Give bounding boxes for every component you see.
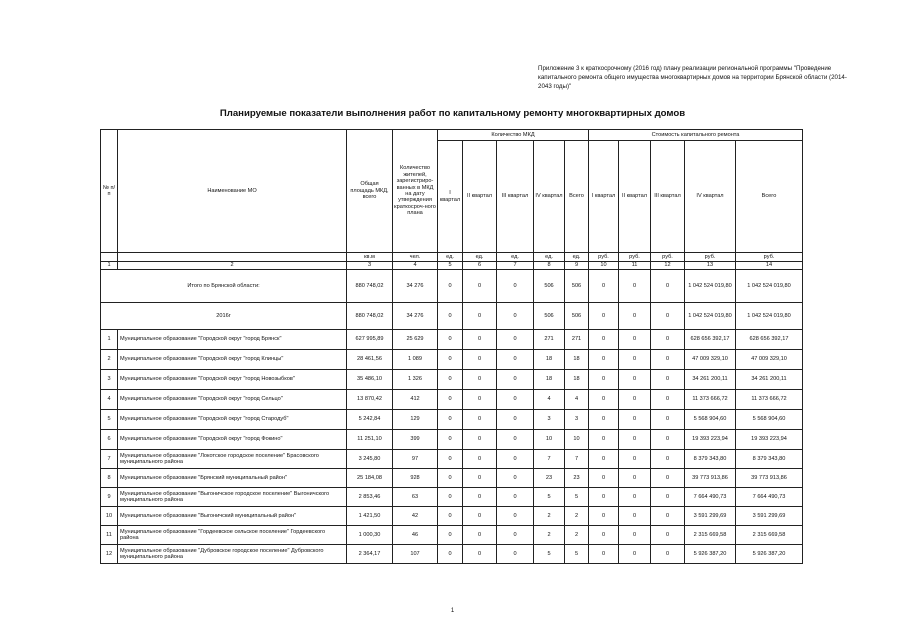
header-cost-q3: III квартал bbox=[651, 141, 685, 253]
value-cell: 0 bbox=[438, 410, 463, 430]
value-cell: 3 bbox=[534, 410, 565, 430]
municipality-name: Муниципальное образование "Гордеевское сельское поселение" Гордеевского района bbox=[118, 526, 347, 545]
value-cell: 506 bbox=[565, 270, 589, 303]
value-cell: 5 242,84 bbox=[347, 410, 393, 430]
value-cell: 10 bbox=[534, 430, 565, 450]
value-cell: 2 315 669,58 bbox=[685, 526, 736, 545]
unit-cell: ед. bbox=[534, 253, 565, 262]
value-cell: 0 bbox=[651, 430, 685, 450]
page-number: 1 bbox=[450, 608, 455, 614]
value-cell: 0 bbox=[497, 370, 534, 390]
table-row bbox=[101, 430, 803, 450]
value-cell: 0 bbox=[438, 390, 463, 410]
unit-cell: руб. bbox=[619, 253, 651, 262]
row-number: 10 bbox=[101, 507, 118, 526]
value-cell: 0 bbox=[589, 507, 619, 526]
municipality-name: Муниципальное образование "Локотское городское поселение" Брасовского муниципального района bbox=[118, 450, 347, 469]
value-cell: 628 656 392,17 bbox=[685, 330, 736, 350]
value-cell: 23 bbox=[534, 469, 565, 488]
unit-cell: руб. bbox=[736, 253, 803, 262]
value-cell: 0 bbox=[463, 330, 497, 350]
value-cell: 0 bbox=[497, 469, 534, 488]
table-row bbox=[101, 330, 803, 350]
header-count-total: Всего bbox=[565, 141, 589, 253]
column-index-cell: 1 bbox=[101, 262, 118, 270]
value-cell: 0 bbox=[651, 350, 685, 370]
value-cell: 0 bbox=[497, 430, 534, 450]
header-cost-q4: IV квартал bbox=[685, 141, 736, 253]
value-cell: 2 bbox=[565, 526, 589, 545]
value-cell: 0 bbox=[497, 450, 534, 469]
value-cell: 0 bbox=[463, 450, 497, 469]
value-cell: 2 853,46 bbox=[347, 488, 393, 507]
value-cell: 0 bbox=[651, 303, 685, 330]
value-cell: 399 bbox=[393, 430, 438, 450]
value-cell: 880 748,02 bbox=[347, 270, 393, 303]
value-cell: 0 bbox=[589, 330, 619, 350]
value-cell: 0 bbox=[651, 370, 685, 390]
value-cell: 10 bbox=[565, 430, 589, 450]
value-cell: 0 bbox=[463, 270, 497, 303]
row-number: 7 bbox=[101, 450, 118, 469]
value-cell: 34 276 bbox=[393, 303, 438, 330]
value-cell: 7 bbox=[534, 450, 565, 469]
value-cell: 5 926 387,20 bbox=[736, 545, 803, 564]
value-cell: 0 bbox=[497, 270, 534, 303]
row-number: 3 bbox=[101, 370, 118, 390]
value-cell: 0 bbox=[651, 450, 685, 469]
value-cell: 0 bbox=[651, 270, 685, 303]
row-number: 2 bbox=[101, 350, 118, 370]
column-index-cell: 14 bbox=[736, 262, 803, 270]
unit-cell: ед. bbox=[565, 253, 589, 262]
value-cell: 0 bbox=[463, 430, 497, 450]
value-cell: 25 184,08 bbox=[347, 469, 393, 488]
value-cell: 628 656 392,17 bbox=[736, 330, 803, 350]
row-number: 1 bbox=[101, 330, 118, 350]
column-index-cell: 6 bbox=[463, 262, 497, 270]
column-index-cell: 11 bbox=[619, 262, 651, 270]
value-cell: 0 bbox=[438, 545, 463, 564]
value-cell: 3 bbox=[565, 410, 589, 430]
unit-cell: ед. bbox=[463, 253, 497, 262]
value-cell: 0 bbox=[651, 488, 685, 507]
municipality-name: Муниципальное образование "Городской округ "город Стародуб" bbox=[118, 410, 347, 430]
value-cell: 0 bbox=[619, 526, 651, 545]
value-cell: 0 bbox=[619, 330, 651, 350]
value-cell: 0 bbox=[497, 488, 534, 507]
value-cell: 1 042 524 019,80 bbox=[685, 303, 736, 330]
value-cell: 0 bbox=[651, 410, 685, 430]
row-number: 12 bbox=[101, 545, 118, 564]
row-number: 9 bbox=[101, 488, 118, 507]
table-row bbox=[101, 526, 803, 545]
value-cell: 5 bbox=[534, 488, 565, 507]
annex-note: Приложение 3 к краткосрочному (2016 год) плану реализации региональной программы "Проведение капитального ремонта общего имущества многоквартирных домов на территории Брянской области (2014-2043 годы)" bbox=[538, 65, 847, 90]
value-cell: 23 bbox=[565, 469, 589, 488]
value-cell: 1 042 524 019,80 bbox=[685, 270, 736, 303]
value-cell: 928 bbox=[393, 469, 438, 488]
unit-cell: ед. bbox=[438, 253, 463, 262]
value-cell: 0 bbox=[589, 469, 619, 488]
value-cell: 28 461,56 bbox=[347, 350, 393, 370]
value-cell: 5 926 387,20 bbox=[685, 545, 736, 564]
value-cell: 0 bbox=[651, 545, 685, 564]
value-cell: 1 042 524 019,80 bbox=[736, 303, 803, 330]
value-cell: 0 bbox=[463, 350, 497, 370]
value-cell: 0 bbox=[438, 526, 463, 545]
value-cell: 8 379 343,80 bbox=[736, 450, 803, 469]
value-cell: 0 bbox=[438, 350, 463, 370]
header-no: № п/п bbox=[101, 130, 118, 253]
value-cell: 19 393 223,94 bbox=[685, 430, 736, 450]
municipality-name: Муниципальное образование "Городской округ "город Брянск" bbox=[118, 330, 347, 350]
value-cell: 271 bbox=[534, 330, 565, 350]
row-number: 5 bbox=[101, 410, 118, 430]
value-cell: 0 bbox=[463, 410, 497, 430]
value-cell: 3 591 299,69 bbox=[685, 507, 736, 526]
value-cell: 0 bbox=[619, 488, 651, 507]
column-index-cell: 2 bbox=[118, 262, 347, 270]
value-cell: 0 bbox=[463, 303, 497, 330]
table-row bbox=[101, 450, 803, 469]
unit-cell: руб. bbox=[685, 253, 736, 262]
value-cell: 129 bbox=[393, 410, 438, 430]
value-cell: 0 bbox=[463, 469, 497, 488]
value-cell: 2 364,17 bbox=[347, 545, 393, 564]
value-cell: 627 995,89 bbox=[347, 330, 393, 350]
row-number: 4 bbox=[101, 390, 118, 410]
value-cell: 0 bbox=[619, 430, 651, 450]
value-cell: 39 773 913,86 bbox=[736, 469, 803, 488]
value-cell: 0 bbox=[589, 410, 619, 430]
column-index-cell: 8 bbox=[534, 262, 565, 270]
column-index-row bbox=[101, 262, 803, 270]
year-label: 2016г bbox=[101, 303, 347, 330]
municipality-name: Муниципальное образование "Городской округ "город Клинцы" bbox=[118, 350, 347, 370]
value-cell: 2 315 669,58 bbox=[736, 526, 803, 545]
unit-cell: руб. bbox=[589, 253, 619, 262]
year-row bbox=[101, 303, 803, 330]
value-cell: 412 bbox=[393, 390, 438, 410]
value-cell: 8 379 343,80 bbox=[685, 450, 736, 469]
value-cell: 0 bbox=[497, 390, 534, 410]
value-cell: 7 bbox=[565, 450, 589, 469]
value-cell: 4 bbox=[565, 390, 589, 410]
unit-cell bbox=[101, 253, 118, 262]
column-index-cell: 4 bbox=[393, 262, 438, 270]
value-cell: 0 bbox=[438, 370, 463, 390]
value-cell: 0 bbox=[651, 526, 685, 545]
value-cell: 107 bbox=[393, 545, 438, 564]
value-cell: 5 bbox=[565, 488, 589, 507]
value-cell: 0 bbox=[589, 370, 619, 390]
value-cell: 34 261 200,11 bbox=[685, 370, 736, 390]
value-cell: 506 bbox=[534, 303, 565, 330]
unit-cell: чел. bbox=[393, 253, 438, 262]
header-name: Наименование МО bbox=[118, 130, 347, 253]
table-row bbox=[101, 469, 803, 488]
value-cell: 0 bbox=[463, 488, 497, 507]
value-cell: 0 bbox=[619, 270, 651, 303]
column-index-cell: 10 bbox=[589, 262, 619, 270]
value-cell: 0 bbox=[463, 370, 497, 390]
value-cell: 11 373 666,72 bbox=[685, 390, 736, 410]
value-cell: 0 bbox=[497, 526, 534, 545]
value-cell: 0 bbox=[589, 526, 619, 545]
value-cell: 7 664 490,73 bbox=[685, 488, 736, 507]
header-count-q4: IV квартал bbox=[534, 141, 565, 253]
table-row bbox=[101, 390, 803, 410]
value-cell: 2 bbox=[565, 507, 589, 526]
units-row bbox=[101, 253, 803, 262]
value-cell: 0 bbox=[651, 469, 685, 488]
value-cell: 97 bbox=[393, 450, 438, 469]
municipality-name: Муниципальное образование "Выгоничский муниципальный район" bbox=[118, 507, 347, 526]
value-cell: 47 009 329,10 bbox=[736, 350, 803, 370]
header-count-q2: II квартал bbox=[463, 141, 497, 253]
value-cell: 0 bbox=[619, 469, 651, 488]
value-cell: 0 bbox=[589, 350, 619, 370]
unit-cell bbox=[118, 253, 347, 262]
table-row bbox=[101, 507, 803, 526]
header-area: Общая площадь МКД, всего bbox=[347, 130, 393, 253]
value-cell: 34 261 200,11 bbox=[736, 370, 803, 390]
column-index-cell: 7 bbox=[497, 262, 534, 270]
column-index-cell: 12 bbox=[651, 262, 685, 270]
value-cell: 0 bbox=[463, 545, 497, 564]
repair-indicators-table bbox=[100, 129, 803, 564]
header-cost-q1: I квартал bbox=[589, 141, 619, 253]
municipality-name: Муниципальное образование "Дубровское городское поселение" Дубровского муниципального района bbox=[118, 545, 347, 564]
document-title: Планируемые показатели выполнения работ по капитальному ремонту многоквартирных домов bbox=[219, 108, 686, 119]
unit-cell: руб. bbox=[651, 253, 685, 262]
column-index-cell: 5 bbox=[438, 262, 463, 270]
value-cell: 0 bbox=[438, 270, 463, 303]
municipality-name: Муниципальное образование "Городской округ "город Сельцо" bbox=[118, 390, 347, 410]
value-cell: 0 bbox=[619, 350, 651, 370]
value-cell: 0 bbox=[619, 370, 651, 390]
header-cost-total: Всего bbox=[736, 141, 803, 253]
municipality-name: Муниципальное образование "Брянский муниципальный район" bbox=[118, 469, 347, 488]
table-row bbox=[101, 545, 803, 564]
value-cell: 0 bbox=[589, 390, 619, 410]
table-row bbox=[101, 350, 803, 370]
unit-cell: кв.м bbox=[347, 253, 393, 262]
value-cell: 34 276 bbox=[393, 270, 438, 303]
header-count-q3: III квартал bbox=[497, 141, 534, 253]
value-cell: 0 bbox=[619, 303, 651, 330]
value-cell: 506 bbox=[534, 270, 565, 303]
column-index-cell: 9 bbox=[565, 262, 589, 270]
value-cell: 0 bbox=[651, 330, 685, 350]
value-cell: 7 664 490,73 bbox=[736, 488, 803, 507]
value-cell: 0 bbox=[589, 488, 619, 507]
value-cell: 18 bbox=[565, 370, 589, 390]
value-cell: 0 bbox=[589, 545, 619, 564]
value-cell: 0 bbox=[438, 450, 463, 469]
value-cell: 0 bbox=[497, 545, 534, 564]
row-number: 11 bbox=[101, 526, 118, 545]
total-row bbox=[101, 270, 803, 303]
value-cell: 2 bbox=[534, 526, 565, 545]
value-cell: 39 773 913,86 bbox=[685, 469, 736, 488]
value-cell: 35 486,10 bbox=[347, 370, 393, 390]
value-cell: 1 089 bbox=[393, 350, 438, 370]
value-cell: 5 568 904,60 bbox=[685, 410, 736, 430]
value-cell: 18 bbox=[534, 350, 565, 370]
value-cell: 0 bbox=[463, 507, 497, 526]
value-cell: 5 568 904,60 bbox=[736, 410, 803, 430]
value-cell: 18 bbox=[534, 370, 565, 390]
value-cell: 25 629 bbox=[393, 330, 438, 350]
table-row bbox=[101, 370, 803, 390]
value-cell: 0 bbox=[589, 270, 619, 303]
value-cell: 2 bbox=[534, 507, 565, 526]
row-number: 8 bbox=[101, 469, 118, 488]
value-cell: 0 bbox=[497, 330, 534, 350]
value-cell: 0 bbox=[497, 303, 534, 330]
value-cell: 42 bbox=[393, 507, 438, 526]
value-cell: 46 bbox=[393, 526, 438, 545]
header-residents: Количество жителей, зарегистриро-ванных в МКД на дату утверждения краткосроч-ного плана bbox=[393, 130, 438, 253]
value-cell: 19 393 223,94 bbox=[736, 430, 803, 450]
value-cell: 0 bbox=[497, 410, 534, 430]
value-cell: 271 bbox=[565, 330, 589, 350]
value-cell: 506 bbox=[565, 303, 589, 330]
value-cell: 0 bbox=[438, 488, 463, 507]
value-cell: 0 bbox=[438, 469, 463, 488]
total-label: Итого по Брянской области: bbox=[101, 270, 347, 303]
value-cell: 11 373 666,72 bbox=[736, 390, 803, 410]
value-cell: 11 251,10 bbox=[347, 430, 393, 450]
value-cell: 0 bbox=[589, 450, 619, 469]
value-cell: 0 bbox=[619, 390, 651, 410]
value-cell: 1 042 524 019,80 bbox=[736, 270, 803, 303]
value-cell: 0 bbox=[463, 390, 497, 410]
value-cell: 880 748,02 bbox=[347, 303, 393, 330]
value-cell: 1 421,50 bbox=[347, 507, 393, 526]
value-cell: 47 009 329,10 bbox=[685, 350, 736, 370]
header-group-count: Количество МКД bbox=[438, 130, 589, 141]
value-cell: 0 bbox=[619, 545, 651, 564]
value-cell: 0 bbox=[463, 526, 497, 545]
municipality-name: Муниципальное образование "Городской округ "город Новозыбков" bbox=[118, 370, 347, 390]
value-cell: 0 bbox=[497, 350, 534, 370]
value-cell: 5 bbox=[565, 545, 589, 564]
row-number: 6 bbox=[101, 430, 118, 450]
unit-cell: ед. bbox=[497, 253, 534, 262]
value-cell: 0 bbox=[619, 450, 651, 469]
value-cell: 0 bbox=[619, 507, 651, 526]
value-cell: 0 bbox=[589, 430, 619, 450]
value-cell: 0 bbox=[651, 507, 685, 526]
municipality-name: Муниципальное образование "Городской округ "город Фокино" bbox=[118, 430, 347, 450]
value-cell: 0 bbox=[438, 303, 463, 330]
value-cell: 13 870,42 bbox=[347, 390, 393, 410]
value-cell: 3 591 299,69 bbox=[736, 507, 803, 526]
value-cell: 0 bbox=[619, 410, 651, 430]
value-cell: 1 000,30 bbox=[347, 526, 393, 545]
header-cost-q2: II квартал bbox=[619, 141, 651, 253]
value-cell: 1 326 bbox=[393, 370, 438, 390]
value-cell: 5 bbox=[534, 545, 565, 564]
column-index-cell: 13 bbox=[685, 262, 736, 270]
header-group-cost: Стоимость капитального ремонта bbox=[589, 130, 803, 141]
value-cell: 4 bbox=[534, 390, 565, 410]
value-cell: 0 bbox=[438, 507, 463, 526]
value-cell: 0 bbox=[438, 330, 463, 350]
value-cell: 0 bbox=[589, 303, 619, 330]
header-count-q1: I квартал bbox=[438, 141, 463, 253]
value-cell: 0 bbox=[651, 390, 685, 410]
table-row bbox=[101, 488, 803, 507]
value-cell: 3 245,80 bbox=[347, 450, 393, 469]
municipality-name: Муниципальное образование "Выгоничское городское поселение" Выгоничского муниципального района bbox=[118, 488, 347, 507]
value-cell: 63 bbox=[393, 488, 438, 507]
value-cell: 0 bbox=[497, 507, 534, 526]
value-cell: 0 bbox=[438, 430, 463, 450]
value-cell: 18 bbox=[565, 350, 589, 370]
column-index-cell: 3 bbox=[347, 262, 393, 270]
table-row bbox=[101, 410, 803, 430]
